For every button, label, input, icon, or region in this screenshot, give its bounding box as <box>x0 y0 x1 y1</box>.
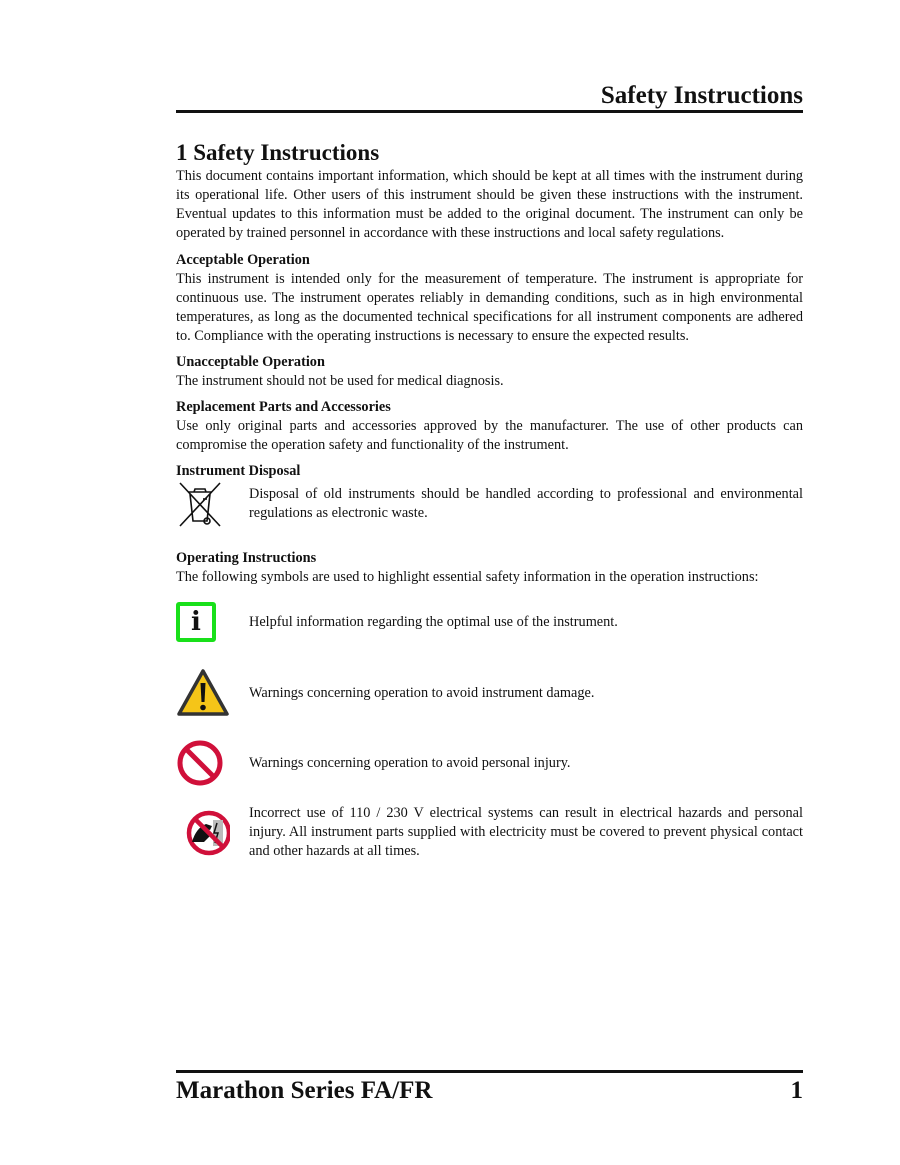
unacceptable-operation-section <box>176 353 803 391</box>
footer-title: Marathon Series FA/FR <box>176 1077 433 1104</box>
document-body <box>176 167 803 861</box>
weee-crossed-bin-icon <box>176 479 230 529</box>
header-rule <box>176 110 803 113</box>
instrument-disposal-heading: Instrument Disposal <box>176 463 301 479</box>
prohibition-icon <box>176 739 230 787</box>
replacement-parts-section <box>176 398 803 455</box>
operating-instructions-text: The following symbols are used to highlight essential safety information in the operation instructions: <box>176 569 759 585</box>
unacceptable-operation-heading: Unacceptable Operation <box>176 354 325 370</box>
symbol-text-warning: Warnings concerning operation to avoid instrument damage. <box>249 684 595 701</box>
operating-instructions-section <box>176 549 803 861</box>
symbol-text-info: Helpful information regarding the optimal use of the instrument. <box>249 613 618 630</box>
warning-triangle-icon <box>176 668 230 718</box>
symbol-text-electrical: Incorrect use of 110 / 230 V electrical systems can result in electrical hazards and personal injury. All instrument parts supplied with electricity must be covered to prevent physical contact and other hazards at all times. <box>249 805 803 859</box>
acceptable-operation-section <box>176 251 803 346</box>
info-icon <box>176 602 216 642</box>
disposal-row <box>176 479 803 529</box>
acceptable-operation-heading: Acceptable Operation <box>176 252 310 268</box>
running-header: Safety Instructions <box>600 82 803 109</box>
acceptable-operation-text: This instrument is intended only for the measurement of temperature. The instrument is appropriate for continuous use. The instrument operates reliably in demanding conditions, such as in high environmental temperatures, as long as the documented technical specifications for all instrument components are adhered to. Compliance with the operating instructions is necessary to ensure the expected results. <box>176 271 803 344</box>
footer-rule <box>176 1070 803 1073</box>
symbol-row-info <box>176 598 803 646</box>
section-title: 1 Safety Instructions <box>176 140 380 165</box>
page-number: 1 <box>790 1077 803 1104</box>
replacement-parts-heading: Replacement Parts and Accessories <box>176 399 391 415</box>
replacement-parts-text: Use only original parts and accessories approved by the manufacturer. The use of other products can compromise the operation safety and functionality of the instrument. <box>176 418 803 453</box>
disposal-text: Disposal of old instruments should be handled according to professional and environmental regulations as electronic waste. <box>249 486 803 521</box>
intro-paragraph: This document contains important information, which should be kept at all times with the instrument during its operational life. Other users of this instrument should be given these instructions with the instrument. Eventual updates to this information must be added to the original document. The instrument can only be operated by trained personnel in accordance with these instructions and local safety regulations. <box>176 168 803 241</box>
symbol-text-prohibition: Warnings concerning operation to avoid personal injury. <box>249 754 571 771</box>
info-glyph: i <box>191 606 201 637</box>
symbol-row-warning <box>176 668 803 718</box>
unacceptable-operation-text: The instrument should not be used for medical diagnosis. <box>176 373 504 389</box>
symbol-row-electrical <box>176 804 803 861</box>
no-touch-electrical-icon <box>176 808 230 858</box>
instrument-disposal-section <box>176 462 803 529</box>
symbol-row-prohibition <box>176 738 803 788</box>
operating-instructions-heading: Operating Instructions <box>176 550 317 566</box>
